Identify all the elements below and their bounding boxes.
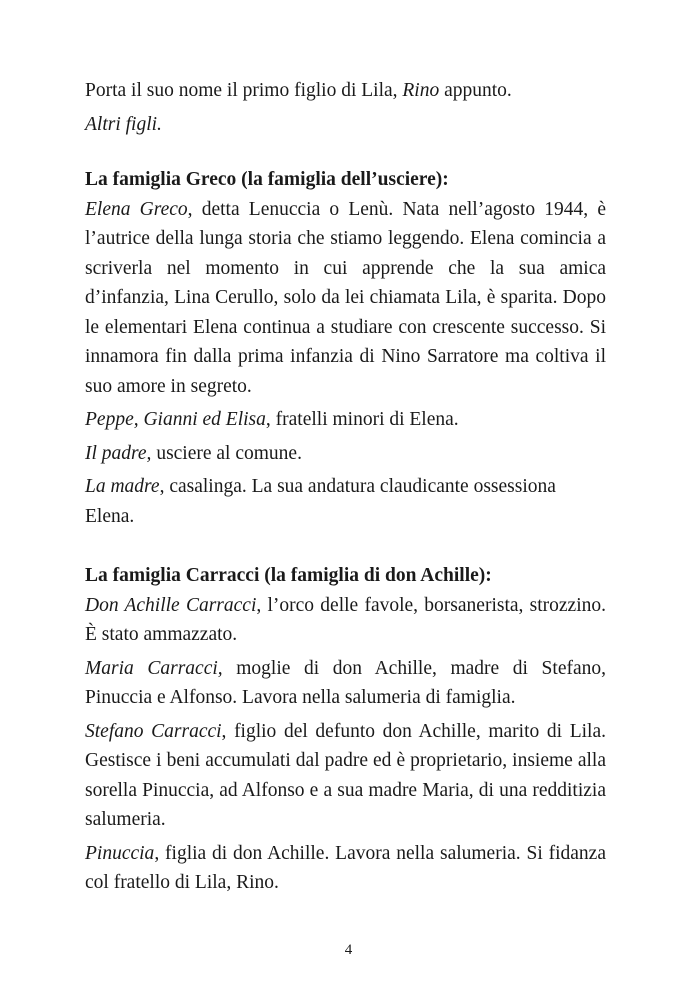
section-carracci bbox=[85, 561, 606, 898]
intro-text-end: appunto. bbox=[439, 80, 512, 101]
entry-text: , figlia di don Achille. Lavora nella salumeria. Si fidanza col fratello di Lila, Rino. bbox=[85, 842, 606, 893]
entry-name: La madre bbox=[85, 476, 160, 497]
section-heading-greco: La famiglia Greco (la famiglia dell’usciere): bbox=[85, 169, 449, 190]
entry-stefano-carracci bbox=[85, 717, 606, 835]
entry-don-achille bbox=[85, 591, 606, 650]
entry-name: Maria Carracci, bbox=[85, 657, 223, 679]
page-number: 4 bbox=[344, 942, 353, 958]
entry-name: Stefano Carracci bbox=[85, 720, 222, 742]
intro-altri-figli: Altri figli. bbox=[85, 113, 162, 135]
intro-line-altri-figli bbox=[85, 110, 606, 140]
entry-la-madre bbox=[85, 472, 606, 531]
entry-il-padre bbox=[85, 439, 606, 469]
entry-peppe-gianni-elisa bbox=[85, 405, 606, 435]
entry-text: , detta Lenuccia o Lenù. Nata nell’agosto 1944, è l’autrice della lunga storia che stiamo leggendo. Elena comincia a scriverla nel momento in cui apprende che la sua amica d’infanzia, Lina Cerullo, solo da lei chiamata Lila, è sparita. Dopo le elementari Elena continua a studiare con crescente successo. Si innamora fin dalla prima infanzia di Nino Sarratore ma coltiva il suo amore in segreto. bbox=[85, 198, 606, 397]
entry-name: Il padre, bbox=[85, 442, 152, 464]
entry-text: moglie di don Achille, madre di Stefano, Pinuccia e Alfonso. Lavora nella salumeria di famiglia. bbox=[85, 657, 606, 708]
entry-name: Pinuccia bbox=[85, 842, 155, 864]
intro-name-rino: Rino bbox=[402, 80, 440, 101]
page-content bbox=[85, 76, 606, 902]
entry-name: Don Achille Carracci bbox=[85, 594, 257, 616]
entry-elena-greco bbox=[85, 195, 606, 402]
entry-text: , casalinga. La sua andatura claudicante ossessiona Elena. bbox=[85, 476, 556, 527]
entry-pinuccia bbox=[85, 839, 606, 898]
entry-text: , figlio del defunto don Achille, marito di Lila. Gestisce i beni accumulati dal padre ed è proprietario, insieme alla sorella Pinuccia, ad Alfonso e a sua madre Maria, di una redditizia salumeria. bbox=[85, 720, 606, 830]
entry-text: usciere al comune. bbox=[151, 442, 302, 464]
entry-text: , fratelli minori di Elena. bbox=[265, 409, 459, 430]
entry-text: , l’orco delle favole, borsanerista, strozzino. È stato ammazzato. bbox=[85, 594, 606, 645]
entry-name: Elena Greco bbox=[85, 198, 188, 220]
section-greco bbox=[85, 165, 606, 531]
section-heading-carracci: La famiglia Carracci (la famiglia di don Achille): bbox=[85, 565, 492, 586]
entry-name: Peppe, Gianni ed Elisa bbox=[85, 409, 266, 430]
entry-maria-carracci bbox=[85, 654, 606, 713]
intro-line-rino bbox=[85, 76, 606, 106]
intro-text: Porta il suo nome il primo figlio di Lila, bbox=[85, 80, 403, 101]
